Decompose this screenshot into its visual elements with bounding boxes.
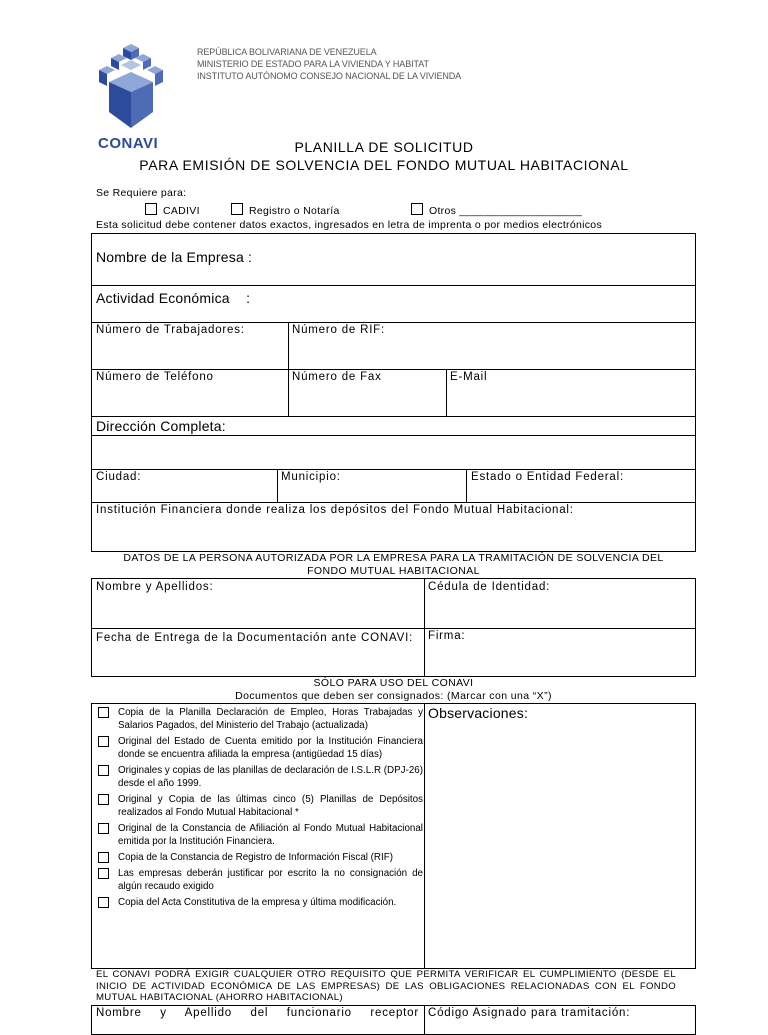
code-field[interactable]: Código Asignado para tramitación: xyxy=(428,1007,631,1019)
document-checkbox[interactable] xyxy=(98,868,109,879)
conavi-logo-mark xyxy=(95,42,167,130)
document-text: Copia de la Planilla Declaración de Empleo, Horas Trabajadas y Salarios Pagados, del Ministerio del Trabajo (actualizada) xyxy=(118,707,423,731)
document-item[interactable] xyxy=(95,706,423,732)
option-otros[interactable] xyxy=(411,203,582,217)
document-item[interactable] xyxy=(95,851,423,864)
document-item[interactable] xyxy=(95,896,423,909)
document-checkbox[interactable] xyxy=(98,736,109,747)
document-checkbox[interactable] xyxy=(98,765,109,776)
email-field[interactable]: E-Mail xyxy=(450,371,488,383)
document-text: Copia del Acta Constitutiva de la empresa y última modificación. xyxy=(118,897,397,908)
documents-subheading: Documentos que deben ser consignados: (Marcar con una “X”) xyxy=(235,690,552,702)
logo-text: CONAVI xyxy=(98,135,159,152)
document-text: Original de la Constancia de Afiliación al Fondo Mutual Habitacional emitida por la Institución Financiera. xyxy=(118,823,423,847)
document-item[interactable] xyxy=(95,735,423,761)
conavi-use-heading: SÓLO PARA USO DEL CONAVI xyxy=(313,677,474,689)
document-text: Originales y copias de las planillas de declaración de I.S.L.R (DPJ-26) desde el año 1999. xyxy=(118,765,423,789)
header-line-2: MINISTERIO DE ESTADO PARA LA VIVIENDA Y HABITAT xyxy=(197,59,429,69)
delivery-date-field[interactable]: Fecha de Entrega de la Documentación ante CONAVI: xyxy=(96,632,414,644)
document-item[interactable] xyxy=(95,793,423,819)
workers-field[interactable]: Número de Trabajadores: xyxy=(96,324,245,336)
option-cadivi[interactable] xyxy=(145,203,200,217)
footer-note: EL CONAVI PODRÁ EXIGIR CUALQUIER OTRO REQUISITO QUE PERMITA VERIFICAR EL CUMPLIMIENTO (DESDE EL INICIO DE ACTIVIDAD ECONÓMICA DE LAS EMPRESAS) DE LAS OBLIGACIONES RELACIONADAS CON EL FONDO MUTUAL HABITACIONAL (AHORRO HABITACIONAL) xyxy=(96,969,676,1003)
municipality-field[interactable]: Municipio: xyxy=(281,471,341,483)
city-field[interactable]: Ciudad: xyxy=(96,471,142,483)
document-text: Copia de la Constancia de Registro de Información Fiscal (RIF) xyxy=(118,852,393,863)
authorized-heading-2: FONDO MUTUAL HABITACIONAL xyxy=(307,565,480,577)
accuracy-notice: Esta solicitud debe contener datos exactos, ingresados en letra de imprenta o por medios electrónicos xyxy=(96,219,602,231)
documents-checklist xyxy=(95,706,423,912)
economic-activity-field[interactable]: Actividad Económica : xyxy=(96,290,251,306)
authorized-name-field[interactable]: Nombre y Apellidos: xyxy=(96,581,214,593)
company-name-field[interactable]: Nombre de la Empresa : xyxy=(96,249,253,265)
registro-label: Registro o Notaría xyxy=(249,205,340,217)
address-field[interactable]: Dirección Completa: xyxy=(96,418,226,434)
form-title-line-1: PLANILLA DE SOLICITUD xyxy=(294,139,474,155)
document-text: Original del Estado de Cuenta emitido por la Institución Financiera donde se encuentra afiliada la empresa (antigüedad 15 días) xyxy=(118,736,423,760)
registro-checkbox[interactable] xyxy=(231,203,243,215)
document-text: Las empresas deberán justificar por escrito la no consignación de algún recaudo exigido xyxy=(118,868,423,892)
header-line-1: REPÚBLICA BOLIVARIANA DE VENEZUELA xyxy=(197,47,377,57)
document-checkbox[interactable] xyxy=(98,707,109,718)
otros-label: Otros ____________________ xyxy=(429,205,583,217)
observations-field[interactable]: Observaciones: xyxy=(428,705,529,721)
document-checkbox[interactable] xyxy=(98,794,109,805)
document-item[interactable] xyxy=(95,822,423,848)
otros-checkbox[interactable] xyxy=(411,203,423,215)
cadivi-checkbox[interactable] xyxy=(145,203,157,215)
signature-field[interactable]: Firma: xyxy=(428,630,466,642)
document-text: Original y Copia de las últimas cinco (5) Planillas de Depósitos realizados al Fondo Mutual Habitacional * xyxy=(118,794,423,818)
receiver-field[interactable]: Nombre y Apellido del funcionario receptor xyxy=(96,1007,419,1019)
header-line-3: INSTITUTO AUTÓNOMO CONSEJO NACIONAL DE LA VIVIENDA xyxy=(197,71,462,81)
document-checkbox[interactable] xyxy=(98,852,109,863)
fax-field[interactable]: Número de Fax xyxy=(292,371,382,383)
document-checkbox[interactable] xyxy=(98,823,109,834)
bank-field[interactable]: Institución Financiera donde realiza los depósitos del Fondo Mutual Habitacional: xyxy=(96,504,574,516)
option-registro[interactable] xyxy=(231,203,340,217)
rif-field[interactable]: Número de RIF: xyxy=(292,324,386,336)
document-checkbox[interactable] xyxy=(98,897,109,908)
phone-field[interactable]: Número de Teléfono xyxy=(96,371,214,383)
state-field[interactable]: Estado o Entidad Federal: xyxy=(471,471,624,483)
form-title-line-2: PARA EMISIÓN DE SOLVENCIA DEL FONDO MUTUAL HABITACIONAL xyxy=(139,157,629,173)
cadivi-label: CADIVI xyxy=(163,205,200,217)
conavi-logo xyxy=(95,42,167,152)
document-item[interactable] xyxy=(95,764,423,790)
document-item[interactable] xyxy=(95,867,423,893)
requirement-label: Se Requiere para: xyxy=(96,187,187,199)
authorized-heading-1: DATOS DE LA PERSONA AUTORIZADA POR LA EMPRESA PARA LA TRAMITACIÓN DE SOLVENCIA DEL xyxy=(123,552,664,564)
authorized-id-field[interactable]: Cédula de Identidad: xyxy=(428,581,551,593)
